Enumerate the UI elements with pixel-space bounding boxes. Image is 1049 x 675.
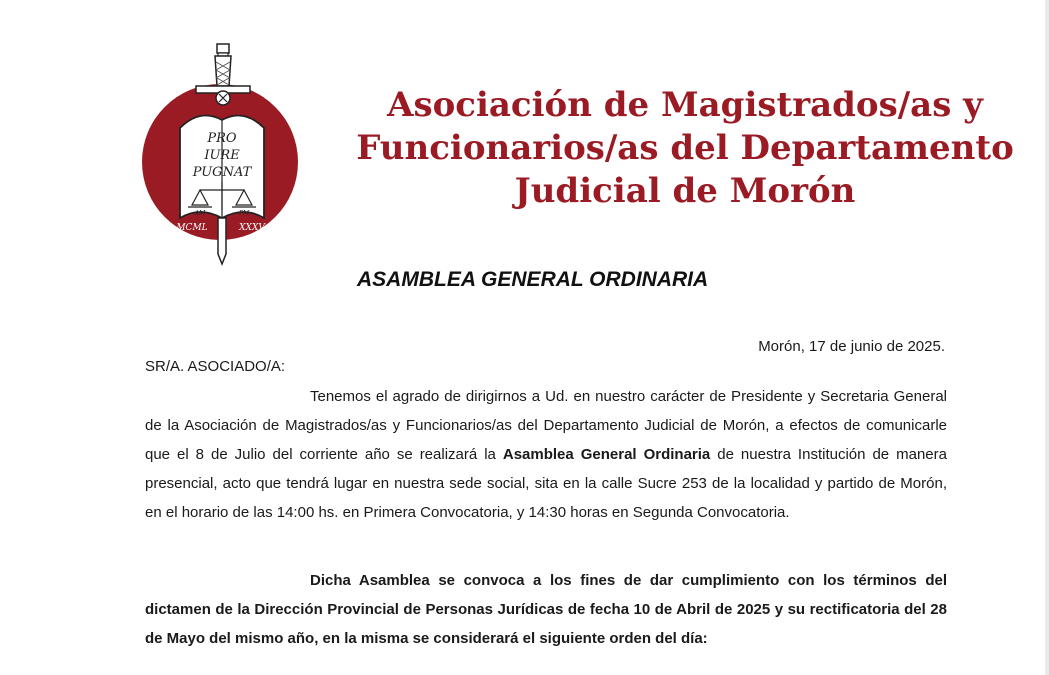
organization-title-line-2: Funcionarios/as del Departamento [356,128,1014,168]
paragraph-2-text: Dicha Asamblea se convoca a los fines de dar cumplimiento con los términos del dictamen de la Dirección Provincial de Personas Jurídicas de fecha 10 de Abril de 2025 y su rectificatoria del 28 de Mayo del mismo año, en la misma se considerará el siguiente orden del día: [145,572,947,647]
letter-date: Morón, 17 de junio de 2025. [758,338,945,355]
motto-line-3: PUGNAT [192,165,252,180]
organization-title-line-1: Asociación de Magistrados/as y [387,85,983,125]
roman-numeral-right: XXXV [239,223,265,233]
paragraph-1-bold-assembly: Asamblea General Ordinaria [502,446,711,463]
organization-title-line-3: Judicial de Morón [514,171,856,211]
scale-label-right: PM [238,210,250,217]
paragraph-1-text-a: Tenemos el agrado de dirigirnos a Ud. en nuestro carácter de Presidente y Secretaria General de la Asociación de Magistrados/as y Funcionarios/as del Departamento Judicial de Morón, a efectos de comunicarle que el 8 de Julio del corriente año se realizará la [145,388,947,463]
motto-line-2: IURE [204,148,240,163]
body-paragraph-1 [145,382,947,527]
organization-title [320,84,1049,213]
motto-line-1: PRO [207,131,237,146]
scale-label-left: AM [194,210,206,217]
paragraph-1-text-b: de nuestra Institución de manera presencial, acto que tendrá lugar en nuestra sede social, sita en la calle Sucre 253 de la localidad y partido de Morón, en el horario de las 14:00 hs. en Primera Convocatoria, y 14:30 horas en Segunda Convocatoria. [145,446,947,521]
roman-numeral-left: MCML [176,223,208,233]
association-seal-logo [140,40,310,268]
assembly-heading: ASAMBLEA GENERAL ORDINARIA [357,268,709,291]
body-paragraph-2 [145,566,947,653]
letter-salutation: SR/A. ASOCIADO/A: [145,358,286,375]
